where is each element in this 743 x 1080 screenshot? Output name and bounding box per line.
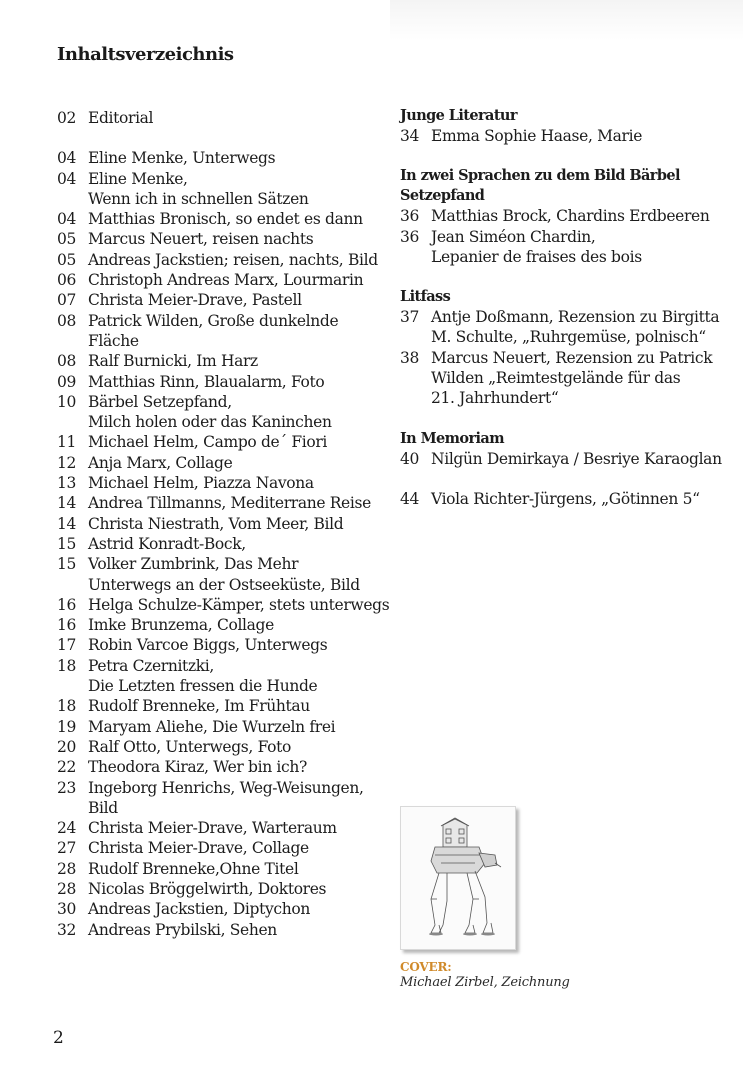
toc-entry xyxy=(400,206,730,226)
toc-entry xyxy=(57,189,392,209)
toc-page-number: 09 xyxy=(57,372,77,391)
toc-page-number: 04 xyxy=(57,169,77,188)
toc-entry xyxy=(57,229,392,249)
toc-entry-text: Michael Helm, Piazza Navona xyxy=(88,474,314,493)
toc-entry xyxy=(57,676,392,696)
section-heading: In zwei Sprachen zu dem Bild Bärbel xyxy=(400,167,680,185)
toc-page-number: 22 xyxy=(57,758,77,777)
toc-entry xyxy=(400,126,730,146)
toc-page-number xyxy=(400,368,431,388)
toc-entry-text: Patrick Wilden, Große dunkelnde Fläche xyxy=(88,311,339,350)
section-gap xyxy=(400,409,730,429)
toc-page-number: 14 xyxy=(57,494,77,513)
toc-page-number: 15 xyxy=(57,534,77,553)
toc-entry xyxy=(400,247,730,267)
toc-entry-text: Maryam Aliehe, Die Wurzeln frei xyxy=(88,717,336,736)
toc-page-number: 24 xyxy=(57,819,77,838)
toc-entry-text: Christa Meier-Drave, Pastell xyxy=(88,291,302,310)
toc-page-number: 37 xyxy=(400,308,420,327)
toc-entry xyxy=(57,757,392,777)
toc-entry-text: Unterwegs an der Ostseeküste, Bild xyxy=(88,575,360,594)
toc-page-number xyxy=(400,327,431,347)
toc-page-number: 38 xyxy=(400,348,420,367)
section-heading: Junge Literatur xyxy=(400,107,517,124)
toc-entry-text: Wilden „Reimtestgelände für das xyxy=(431,369,681,388)
toc-entry xyxy=(57,351,392,371)
toc-entry xyxy=(57,554,392,574)
toc-page-number: 36 xyxy=(400,207,420,226)
toc-entry-text: Bärbel Setzepfand, xyxy=(88,392,232,411)
toc-page-number: 14 xyxy=(57,514,77,533)
toc-entry xyxy=(57,838,392,858)
toc-page-number: 02 xyxy=(57,109,77,127)
page-scan-shadow xyxy=(390,0,743,40)
toc-entry xyxy=(57,635,392,655)
toc-entry-text: Die Letzten fressen die Hunde xyxy=(88,677,318,696)
toc-entry-text: Christa Meier-Drave, Collage xyxy=(88,839,309,858)
toc-entry-text: Wenn ich in schnellen Sätzen xyxy=(88,189,309,208)
toc-entry xyxy=(57,432,392,452)
toc-page-number xyxy=(57,676,88,696)
toc-entry-text: Petra Czernitzki, xyxy=(88,656,214,675)
toc-page-number: 06 xyxy=(57,271,77,290)
toc-entry xyxy=(400,388,730,408)
toc-entry xyxy=(400,368,730,388)
toc-page-number: 16 xyxy=(57,616,77,635)
toc-page-number xyxy=(400,388,431,408)
toc-entry-text: Nilgün Demirkaya / Besriye Karaoglan xyxy=(431,449,722,468)
toc-entry-text: Lepanier de fraises des bois xyxy=(431,247,642,266)
toc-entry-text: Matthias Rinn, Blaualarm, Foto xyxy=(88,372,325,391)
toc-entry xyxy=(57,920,392,940)
toc-page-number: 40 xyxy=(400,449,420,468)
page-title: Inhaltsverzeichnis xyxy=(57,44,234,65)
toc-page-number: 16 xyxy=(57,595,77,614)
toc-entry xyxy=(57,270,392,290)
toc-page-number: 28 xyxy=(57,859,77,878)
toc-entry xyxy=(57,818,392,838)
toc-entry-text: Volker Zumbrink, Das Mehr xyxy=(88,555,299,574)
toc-entry-text: Eline Menke, xyxy=(88,169,188,188)
toc-page-number: 17 xyxy=(57,636,77,655)
toc-page-number: 08 xyxy=(57,311,77,330)
toc-page-number: 30 xyxy=(57,900,77,919)
toc-left-column xyxy=(57,108,392,940)
toc-page-number xyxy=(400,247,431,267)
toc-page-number: 11 xyxy=(57,433,77,452)
toc-entry xyxy=(400,327,730,347)
toc-entry-text: 21. Jahrhundert“ xyxy=(431,389,559,408)
toc-page-number: 07 xyxy=(57,291,77,310)
section-gap xyxy=(400,146,730,166)
toc-entry xyxy=(57,514,392,534)
toc-entry xyxy=(57,392,392,412)
toc-entry-text: Antje Doßmann, Rezension zu Birgitta xyxy=(431,308,720,327)
page-number: 2 xyxy=(53,1028,64,1048)
toc-entry xyxy=(57,615,392,635)
toc-page-number: 19 xyxy=(57,717,77,736)
toc-entry-text: Ingeborg Henrichs, Weg-Weisungen, Bild xyxy=(88,778,364,817)
toc-entry xyxy=(57,148,392,168)
toc-entry-text: Christoph Andreas Marx, Lourmarin xyxy=(88,271,364,290)
toc-entry xyxy=(57,595,392,615)
toc-entry xyxy=(57,108,392,128)
toc-entry-text: Marcus Neuert, reisen nachts xyxy=(88,230,314,249)
toc-entry xyxy=(57,575,392,595)
toc-entry-text: Marcus Neuert, Rezension zu Patrick xyxy=(431,348,713,367)
cover-label: COVER: xyxy=(400,960,452,974)
toc-entry-text: Astrid Konradt-Bock, xyxy=(88,534,246,553)
toc-page-number xyxy=(57,189,88,209)
toc-entry xyxy=(57,311,392,352)
toc-entry-text: Ralf Otto, Unterwegs, Foto xyxy=(88,737,291,756)
toc-entry xyxy=(400,348,730,368)
toc-page-number xyxy=(57,575,88,595)
toc-entry xyxy=(400,227,730,247)
toc-entry-text: Theodora Kiraz, Wer bin ich? xyxy=(88,758,307,777)
toc-entry xyxy=(57,290,392,310)
toc-entry-text: Milch holen oder das Kaninchen xyxy=(88,413,332,432)
toc-entry xyxy=(57,717,392,737)
toc-page-number: 05 xyxy=(57,250,77,269)
toc-page-number: 20 xyxy=(57,737,77,756)
toc-entry xyxy=(57,778,392,819)
toc-entry-text: Andreas Jackstien, Diptychon xyxy=(88,900,310,919)
toc-entry xyxy=(57,656,392,676)
toc-page-number: 12 xyxy=(57,453,77,472)
toc-page-number: 23 xyxy=(57,778,77,797)
toc-page-number xyxy=(57,412,88,432)
toc-page-number: 04 xyxy=(57,210,77,229)
toc-entry xyxy=(57,899,392,919)
toc-entry-text: Helga Schulze-Kämper, stets unterwegs xyxy=(88,595,390,614)
toc-entry xyxy=(57,859,392,879)
toc-entry-text: Rudolf Brenneke,Ohne Titel xyxy=(88,859,299,878)
toc-entry xyxy=(57,250,392,270)
toc-entry xyxy=(57,534,392,554)
section-heading: Setzepfand xyxy=(400,187,485,205)
toc-entry-text: Anja Marx, Collage xyxy=(88,453,233,472)
toc-entry xyxy=(400,489,730,509)
toc-entry xyxy=(57,412,392,432)
toc-entry xyxy=(57,372,392,392)
toc-entry-text: Eline Menke, Unterwegs xyxy=(88,149,276,168)
toc-entry-text: Matthias Bronisch, so endet es dann xyxy=(88,210,363,229)
toc-entry-text: Andrea Tillmanns, Mediterrane Reise xyxy=(88,494,371,513)
cover-credit: Michael Zirbel, Zeichnung xyxy=(400,975,570,990)
section-gap xyxy=(57,128,392,148)
toc-entry-text: Emma Sophie Haase, Marie xyxy=(431,127,643,145)
toc-page-number: 18 xyxy=(57,656,77,675)
toc-page-number: 36 xyxy=(400,227,420,246)
toc-page-number: 13 xyxy=(57,474,77,493)
toc-entry-text: Rudolf Brenneke, Im Frühtau xyxy=(88,697,310,716)
toc-page-number: 15 xyxy=(57,555,77,574)
toc-entry xyxy=(400,307,730,327)
toc-page-number: 04 xyxy=(57,149,77,168)
section-heading: Litfass xyxy=(400,288,451,306)
toc-entry xyxy=(57,209,392,229)
section-heading: In Memoriam xyxy=(400,429,504,447)
toc-entry-text: Christa Niestrath, Vom Meer, Bild xyxy=(88,514,344,533)
toc-entry-text: Christa Meier-Drave, Warteraum xyxy=(88,819,337,838)
toc-right-column xyxy=(400,106,730,509)
toc-page-number: 10 xyxy=(57,392,77,411)
toc-page-number: 28 xyxy=(57,879,77,898)
toc-entry xyxy=(400,449,730,469)
toc-page-number: 44 xyxy=(400,489,420,508)
toc-page-number: 05 xyxy=(57,230,77,249)
cover-image xyxy=(400,806,516,950)
toc-entry xyxy=(57,737,392,757)
toc-entry-text: Ralf Burnicki, Im Harz xyxy=(88,352,258,371)
toc-page-number: 08 xyxy=(57,352,77,371)
toc-entry-text: M. Schulte, „Ruhrgemüse, polnisch“ xyxy=(431,328,706,347)
toc-entry-text: Nicolas Bröggelwirth, Doktores xyxy=(88,879,327,898)
toc-entry-text: Robin Varcoe Biggs, Unterwegs xyxy=(88,636,328,655)
section-gap xyxy=(400,267,730,287)
walker-drawing-icon xyxy=(401,807,515,949)
toc-entry-text: Viola Richter-Jürgens, „Götinnen 5“ xyxy=(431,489,700,508)
section-gap xyxy=(400,469,730,489)
toc-page-number: 34 xyxy=(400,127,420,145)
toc-entry-text: Editorial xyxy=(88,109,154,127)
toc-entry xyxy=(57,473,392,493)
toc-entry-text: Jean Siméon Chardin, xyxy=(431,227,596,246)
toc-page-number: 32 xyxy=(57,920,77,939)
toc-entry xyxy=(57,169,392,189)
toc-entry-text: Andreas Prybilski, Sehen xyxy=(88,920,277,939)
toc-entry xyxy=(57,696,392,716)
toc-page-number: 27 xyxy=(57,839,77,858)
toc-page-number: 18 xyxy=(57,697,77,716)
toc-entry-text: Imke Brunzema, Collage xyxy=(88,616,274,635)
toc-entry xyxy=(57,493,392,513)
toc-entry xyxy=(57,879,392,899)
toc-entry-text: Matthias Brock, Chardins Erdbeeren xyxy=(431,207,710,226)
toc-entry xyxy=(57,453,392,473)
toc-entry-text: Andreas Jackstien; reisen, nachts, Bild xyxy=(88,250,378,269)
toc-entry-text: Michael Helm, Campo de´ Fiori xyxy=(88,433,328,452)
